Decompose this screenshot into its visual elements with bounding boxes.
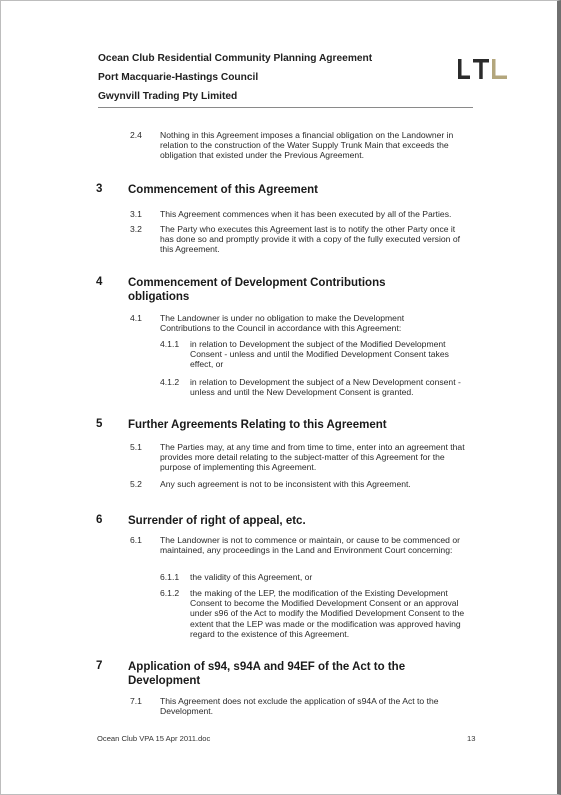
section-4-heading: Commencement of Development Contributions obligations (128, 277, 386, 303)
clause-number: 7.1 (130, 696, 142, 706)
clause-number: 4.1.1 (160, 339, 180, 349)
clause-text: in relation to Development the subject of a New Development consent - unless and until the New Development Consent is granted. (190, 377, 461, 398)
section-6-number: 6 (96, 514, 103, 526)
section-6-heading: Surrender of right of appeal, etc. (128, 515, 306, 527)
section-7-heading: Application of s94, s94A and 94EF of the Act to the Development (128, 661, 406, 687)
section-3-number: 3 (96, 183, 103, 195)
clause-number: 3.1 (130, 209, 142, 219)
clause-text: The Parties may, at any time and from time to time, enter into an agreement that provides more detail relating to the subject-matter of this Agreement for the purpose of implementing this Agreement. (160, 442, 465, 473)
section-7-number: 7 (96, 660, 103, 672)
clause-text: This Agreement commences when it has been executed by all of the Parties. (160, 209, 452, 219)
footer-filename: Ocean Club VPA 15 Apr 2011.doc (97, 734, 211, 743)
clause-number: 4.1.2 (160, 377, 180, 387)
clause-number: 6.1.2 (160, 588, 180, 598)
clause-text: The Landowner is under no obligation to make the Development Contributions to the Council in accordance with this Agreement: (160, 313, 405, 334)
section-5-number: 5 (96, 418, 103, 430)
clause-number: 2.4 (130, 130, 142, 140)
section-3-heading: Commencement of this Agreement (128, 184, 318, 196)
header-divider (98, 107, 473, 108)
clause-text: The Landowner is not to commence or maintain, or cause to be commenced or maintained, any proceedings in the Land and Environment Court concerning: (160, 535, 460, 556)
clause-number: 4.1 (130, 313, 142, 323)
clause-text: Any such agreement is not to be inconsistent with this Agreement. (160, 479, 411, 489)
header-agreement-title: Ocean Club Residential Community Planning Agreement (98, 53, 373, 64)
clause-text: the validity of this Agreement, or (190, 572, 313, 582)
clause-text: The Party who executes this Agreement last is to notify the other Party once it has done so and promptly provide it with a copy of the fully executed version of this Agreement. (160, 224, 460, 255)
clause-number: 6.1.1 (160, 572, 180, 582)
section-4-number: 4 (96, 276, 103, 288)
section-5-heading: Further Agreements Relating to this Agreement (128, 419, 387, 431)
clause-text: This Agreement does not exclude the application of s94A of the Act to the Development. (160, 696, 439, 717)
clause-text: the making of the LEP, the modification of the Existing Development Consent to become the Modified Development Consent or an approval under s96 of the Act to modify the Modified Development Consent to the extent that the LEP was made or the modification was approved having regard to the existence of this Agreement. (190, 588, 465, 639)
header-council: Port Macquarie-Hastings Council (98, 72, 259, 83)
clause-number: 5.2 (130, 479, 142, 489)
header-company: Gwynvill Trading Pty Limited (98, 91, 238, 102)
clause-number: 3.2 (130, 224, 142, 234)
clause-text: in relation to Development the subject of the Modified Development Consent - unless and until the Modified Development Consent takes effect, or (190, 339, 449, 370)
clause-text: Nothing in this Agreement imposes a financial obligation on the Landowner in relation to the construction of the Water Supply Trunk Main that exceeds the obligation that existed under the Previous Agreement. (160, 130, 454, 161)
document-header (98, 49, 478, 106)
footer-page-number: 13 (467, 734, 476, 743)
clause-number: 6.1 (130, 535, 142, 545)
clause-number: 5.1 (130, 442, 142, 452)
ltl-logo (457, 57, 509, 81)
